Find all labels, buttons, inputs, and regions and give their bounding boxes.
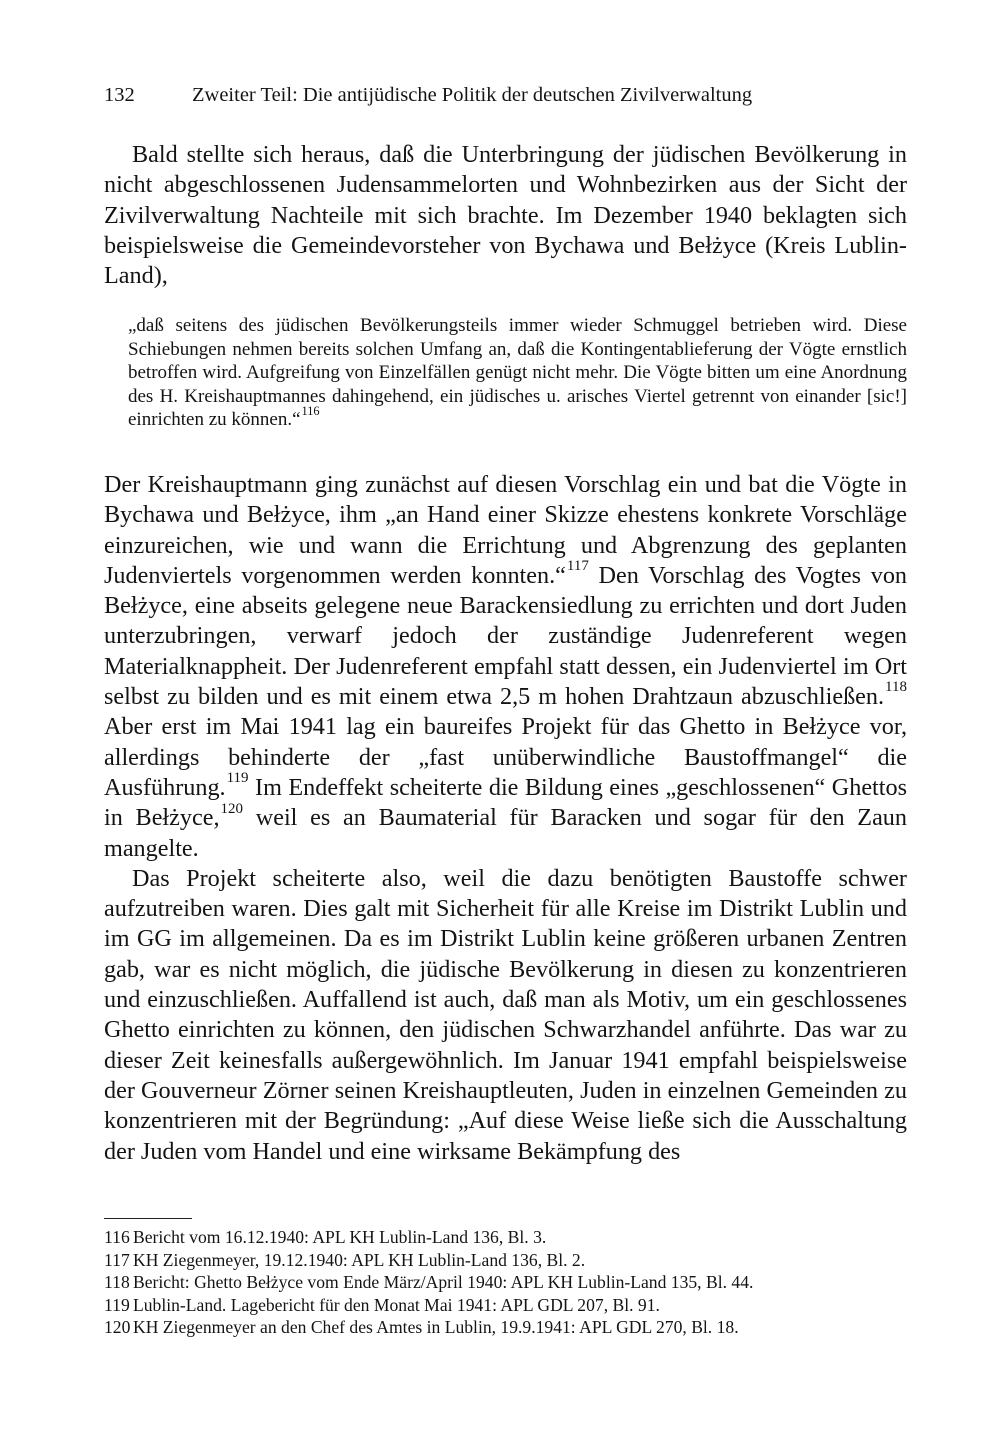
paragraph-2 xyxy=(104,470,907,864)
footnote-116 xyxy=(104,1226,914,1249)
paragraph-2-sentence-3: Aber erst im Mai 1941 lag ein baureifes Projekt für das Ghetto in Bełżyce vor, allerdings behinderte der „fast unüberwindliche Baustoffmangel“ die Ausführung. xyxy=(104,713,907,801)
footnote-ref-119[interactable]: 119 xyxy=(226,770,249,787)
running-title: Zweiter Teil: Die antijüdische Politik der deutschen Zivilverwaltung xyxy=(192,84,753,106)
footnote-text: Bericht: Ghetto Bełżyce vom Ende März/April 1940: APL KH Lublin-Land 135, Bl. 44. xyxy=(133,1272,754,1293)
running-header xyxy=(104,82,904,108)
footnote-120 xyxy=(104,1316,914,1339)
footnotes xyxy=(104,1226,914,1339)
paragraph-2-sentence-1: Der Kreishauptmann ging zunächst auf diesen Vorschlag ein und bat die Vögte in Bychawa und Bełżyce, ihm „an Hand einer Skizze ehestens konkrete Vorschläge einzureichen, wie und wann die Errichtung und Abgrenzung des geplanten Judenviertels vorgenommen werden konnten.“ xyxy=(104,471,907,589)
footnote-117 xyxy=(104,1249,914,1272)
footnote-ref-118[interactable]: 118 xyxy=(885,679,907,696)
footnote-number: 118 xyxy=(104,1272,130,1293)
paragraph-1 xyxy=(104,140,907,291)
footnote-118 xyxy=(104,1271,914,1294)
paragraph-1-text: Bald stellte sich heraus, daß die Unterbringung der jüdischen Bevölkerung in nicht abgeschlossenen Judensammelorten und Wohnbezirken aus der Sicht der Zivilverwaltung Nachteile mit sich brachte. Im Dezember 1940 beklagten sich beispielsweise die Gemeindevorsteher von Bychawa und Bełżyce (Kreis Lublin-Land), xyxy=(104,141,907,290)
footnote-text: Lublin-Land. Lagebericht für den Monat Mai 1941: APL GDL 207, Bl. 91. xyxy=(133,1294,660,1315)
footnote-number: 119 xyxy=(104,1294,130,1315)
footnote-number: 117 xyxy=(104,1249,130,1270)
footnote-number: 116 xyxy=(104,1227,130,1247)
main-text xyxy=(104,470,907,1167)
paragraph-2-sentence-2: Den Vorschlag des Vogtes von Bełżyce, eine abseits gelegene neue Barackensiedlung zu errichten und dort Juden unterzubringen, verwarf jedoch der zuständige Judenreferent wegen Materialknappheit. Der Judenreferent empfahl statt dessen, ein Judenviertel im Ort selbst zu bilden und es mit einem etwa 2,5 m hohen Drahtzaun abzuschließen. xyxy=(104,561,908,711)
paragraph-2-sentence-5: weil es an Baumaterial für Baracken und sogar für den Zaun mangelte. xyxy=(104,804,907,862)
paragraph-2-sentence-4: Im Endeffekt scheiterte die Bildung eines „geschlossenen“ Ghettos in Bełżyce, xyxy=(104,773,907,832)
footnote-number: 120 xyxy=(104,1317,131,1338)
footnote-ref-117[interactable]: 117 xyxy=(566,558,589,575)
footnote-separator xyxy=(104,1218,192,1219)
footnote-119 xyxy=(104,1294,914,1317)
block-quote xyxy=(128,314,907,432)
paragraph-3: Das Projekt scheiterte also, weil die dazu benötigten Baustoffe schwer aufzutreiben waren. Dies galt mit Sicherheit für alle Kreise im Distrikt Lublin und im GG im allgemeinen. Da es im Distrikt Lublin keine größeren urbanen Zentren gab, war es nicht möglich, die jüdische Bevölkerung in diesen zu konzentrieren und einzuschließen. Auffallend ist auch, daß man als Motiv, um ein geschlossenes Ghetto einrichten zu können, den jüdischen Schwarzhandel anführte. Das war zu dieser Zeit keinesfalls außergewöhnlich. Im Januar 1941 empfahl beispielsweise der Gouverneur Zörner seinen Kreishauptleuten, Juden in einzelnen Gemeinden zu konzentrieren mit der Begründung: „Auf diese Weise ließe sich die Ausschaltung der Juden vom Handel und eine wirksame Bekämpfung des xyxy=(104,864,907,1165)
footnote-text: KH Ziegenmeyer an den Chef des Amtes in Lublin, 19.9.1941: APL GDL 270, Bl. 18. xyxy=(133,1317,739,1338)
footnote-ref-120[interactable]: 120 xyxy=(220,800,243,817)
footnote-text: KH Ziegenmeyer, 19.12.1940: APL KH Lublin-Land 136, Bl. 2. xyxy=(133,1249,586,1270)
page-number: 132 xyxy=(104,84,135,106)
footnote-text: Bericht vom 16.12.1940: APL KH Lublin-Land 136, Bl. 3. xyxy=(133,1227,547,1247)
footnote-ref-116[interactable]: 116 xyxy=(301,403,320,418)
block-quote-text: „daß seitens des jüdischen Bevölkerungsteils immer wieder Schmuggel betrieben wird. Diese Schiebungen nehmen bereits solchen Umfang an, daß die Kontingentablieferung der Vögte ernstlich betroffen wird. Aufgreifung von Einzelfällen genügt nicht mehr. Die Vögte bitten um eine Anordnung des H. Kreishauptmannes dahingehend, ein jüdisches u. arisches Viertel getrennt von einander [sic!] einrichten zu können.“ xyxy=(128,315,907,430)
block-quote-paragraph xyxy=(128,314,907,432)
